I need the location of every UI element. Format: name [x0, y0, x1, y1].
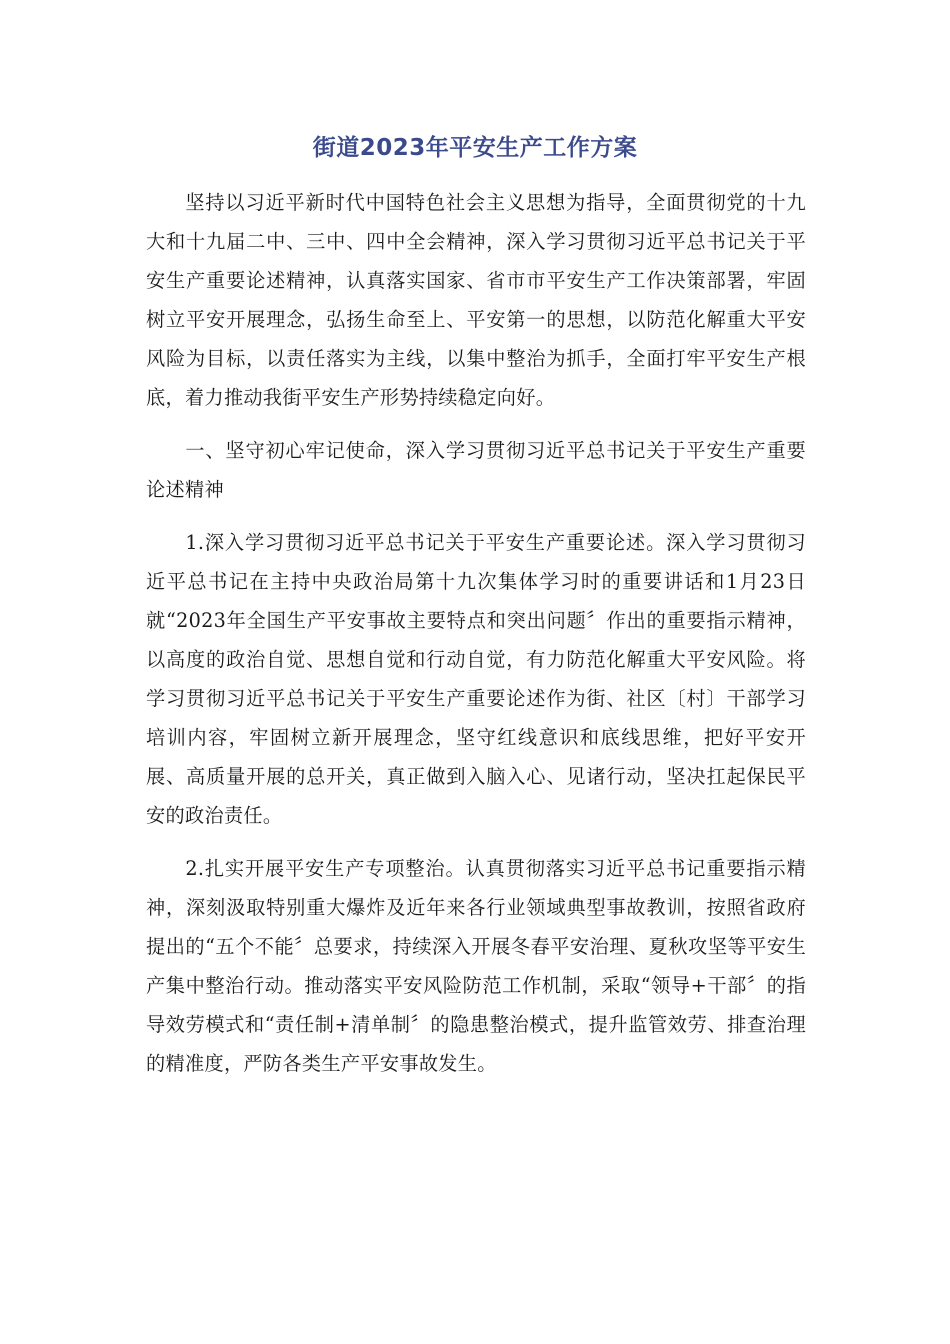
document-body — [146, 183, 806, 1083]
paragraph-intro: 坚持以习近平新时代中国特色社会主义思想为指导，全面贯彻党的十九大和十九届二中、三中、四中全会精神，深入学习贯彻习近平总书记关于平安生产重要论述精神，认真落实国家、省市市平安生产工作决策部署，牢固树立平安开展理念，弘扬生命至上、平安第一的思想，以防范化解重大平安风险为目标，以责任落实为主线，以集中整治为抓手，全面打牢平安生产根底，着力推动我街平安生产形势持续稳定向好。 — [146, 191, 806, 409]
paragraph-item-2: 2.扎实开展平安生产专项整治。认真贯彻落实习近平总书记重要指示精神，深刻汲取特别重大爆炸及近年来各行业领域典型事故教训，按照省政府提出的“五个不能〞总要求，持续深入开展冬春平安治理、夏秋攻坚等平安生产集中整治行动。推动落实平安风险防范工作机制，采取“领导+干部〞的指导效劳模式和“责任制+清单制〞的隐患整治模式，提升监管效劳、排查治理的精准度，严防各类生产平安事故发生。 — [146, 857, 806, 1075]
paragraph-item-1: 1.深入学习贯彻习近平总书记关于平安生产重要论述。深入学习贯彻习近平总书记在主持中央政治局第十九次集体学习时的重要讲话和1月23日就“2023年全国生产平安事故主要特点和突出问题〞作出的重要指示精神，以高度的政治自觉、思想自觉和行动自觉，有力防范化解重大平安风险。将学习贯彻习近平总书记关于平安生产重要论述作为街、社区〔村〕干部学习培训内容，牢固树立新开展理念，坚守红线意识和底线思维，把好平安开展、高质量开展的总开关，真正做到入脑入心、见诸行动，坚决扛起保民平安的政治责任。 — [146, 531, 806, 827]
section-heading-1: 一、坚守初心牢记使命，深入学习贯彻习近平总书记关于平安生产重要论述精神 — [146, 439, 806, 501]
document-title: 街道2023年平安生产工作方案 — [312, 135, 638, 161]
